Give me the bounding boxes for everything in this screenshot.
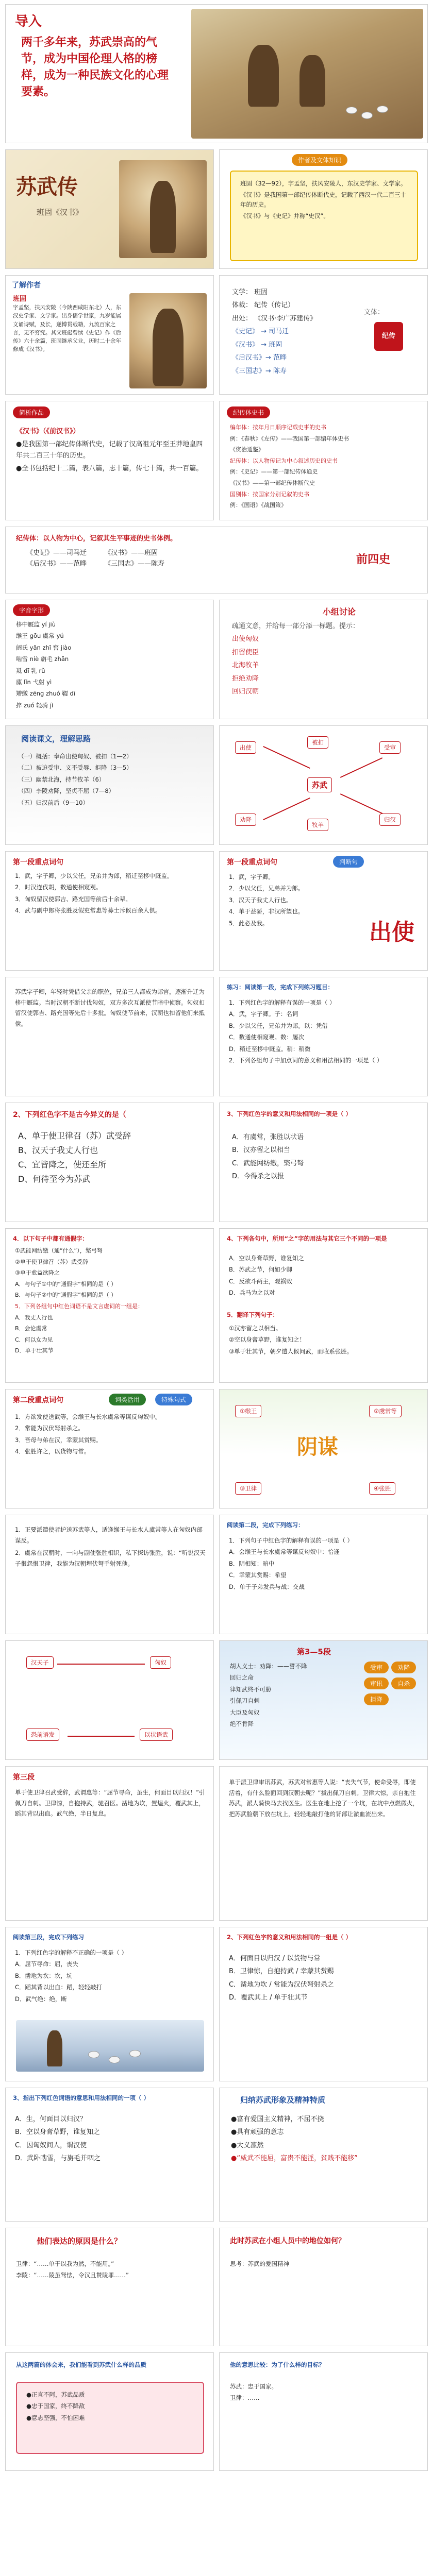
style-seal: 纪传 xyxy=(374,322,403,351)
word-usage-option[interactable]: D．今得杀之以报 xyxy=(232,1173,285,1181)
work-analysis-heading: 简析作品 xyxy=(13,406,50,418)
group-discussion-line: 拒绝劝降 xyxy=(232,674,259,683)
para1-sentences-line: 4．单于益骄，非汉所望也。 xyxy=(229,908,304,916)
tongjia-line: ①武能网纺缴（通“什么”），檠弓弩 xyxy=(15,1247,103,1254)
para3-usage-heading: 2、下列红色字的意义和用法相同的一组是（ ） xyxy=(227,1934,352,1941)
slide-reason xyxy=(5,2228,214,2346)
goal-title: 他的意思比较：为了什么样的目标？ xyxy=(230,2361,325,2368)
image-summary-line: ●大义凛然 xyxy=(231,2141,264,2149)
ancient-modern-list xyxy=(18,1130,204,1188)
slide-para3-usage-b xyxy=(5,2088,214,2222)
structure-map-node: 受审 xyxy=(379,741,401,754)
plot-map-node: ④张胜 xyxy=(369,1482,395,1495)
para1-sentences-line: 5．此必及我。 xyxy=(229,919,269,927)
slide-biography-style xyxy=(5,527,428,594)
plot-map-node: ①缑王 xyxy=(235,1405,261,1417)
structure-map-arrow xyxy=(263,746,310,769)
para3-usage-option[interactable]: C．凿地为坎 / 常能为汉伏弩射杀之 xyxy=(229,1980,334,1989)
history-types-line: 例：《国语》《战国策》 xyxy=(230,502,287,509)
word-usage-option[interactable]: C．武能网纺缴，檠弓弩 xyxy=(232,1159,304,1167)
relations-map-arrow xyxy=(57,1664,145,1665)
pronunciation-list xyxy=(16,620,207,712)
para3-5-heading: 第3—5段 xyxy=(297,1647,331,1656)
translate-line: ①汉亦留之以相当。 xyxy=(229,1325,282,1332)
work-analysis-list xyxy=(16,426,207,477)
slide-pronunciation xyxy=(5,600,214,719)
structure-map-node: 劝降 xyxy=(235,814,256,826)
para1-exercise-list xyxy=(229,998,420,1067)
reason-line: 卫律：“……单于以我为然，不能用。” xyxy=(16,2260,114,2267)
para1-sentences-heading: 第一段重点词句 xyxy=(227,858,277,867)
biography-style-line: 纪传体：以人物为中心，记叙其生平事迹的史书体例。 xyxy=(16,535,177,543)
read-text-heading: 阅读课文，理解思路 xyxy=(21,734,91,743)
style-info-line: 《三国志》→ 陈寿 xyxy=(232,367,287,375)
pronunciation-row: 廪 lǐn 弋射 yì xyxy=(16,678,52,686)
pronunciation-row: 缑王 gōu 虞常 yú xyxy=(16,632,64,640)
para1-sentences-list xyxy=(229,872,358,930)
image-summary-list xyxy=(231,2114,417,2166)
para1-words-line: 2．时汉连伐胡，数通使相窥观。 xyxy=(15,884,102,891)
slide-work-analysis xyxy=(5,401,214,520)
para1-words-line: 1．武，字子卿，少以父任，兄弟并为郎，稍迁至栘中厩监。 xyxy=(15,872,173,879)
word-usage-heading: 3、下列红色字的意义和用法相同的一项是（ ） xyxy=(227,1110,352,1117)
goal-line: 卫律：…… xyxy=(230,2394,260,2402)
structure-map-node: 牧羊 xyxy=(307,819,328,831)
para2-words-line: 1．方欲发使送武等，会缑王与长水虞常等谋反匈奴中。 xyxy=(15,1413,161,1420)
ancient-modern-heading: 2、下列红色字不是古今异义的是（ xyxy=(13,1111,126,1119)
structure-map-node: 归汉 xyxy=(379,814,401,826)
relations-map-node: 恐前语发 xyxy=(26,1728,59,1741)
slide-structure-map xyxy=(219,725,428,845)
para3-snow-image xyxy=(16,2020,204,2072)
pronunciation-row: 羝 dī 乳 rǔ xyxy=(16,667,45,674)
biography-style-item: 《三国志》——陈寿 xyxy=(104,560,165,568)
intro-heading: 导入 xyxy=(15,14,42,29)
slide-para1-sentences xyxy=(219,851,428,971)
para3-5-line: 大臣及匈奴 xyxy=(230,1708,260,1716)
para2-words-line: 4．张胜许之，以货物与常。 xyxy=(15,1448,90,1455)
para3-5-line: 引佩刀自刺 xyxy=(230,1697,260,1705)
slide-para1-exercise xyxy=(219,977,428,1096)
para3-5-tag: 自杀 xyxy=(391,1677,416,1689)
style-info-line: 文学： 班固 xyxy=(232,289,268,296)
style-info-line: 《史记》 → 司马迁 xyxy=(232,328,289,336)
structure-map-arrow xyxy=(263,798,310,820)
status-title: 此时苏武在小组人员中的地位如何？ xyxy=(230,2237,345,2245)
tongjia-line: 5．下列各组句中红色词语不是文言虚词的一组是： xyxy=(15,1302,143,1310)
history-types-line: 国别体：按国家分别记叙的史书 xyxy=(230,490,309,498)
para1-words-list xyxy=(15,871,206,918)
biography-style-item: 《汉书》——班固 xyxy=(104,549,158,557)
para2-words-list xyxy=(15,1412,206,1459)
para3-5-list xyxy=(230,1662,354,1731)
para3-usage-b-option[interactable]: C．因匈奴间人，谓汉使 xyxy=(15,2141,87,2149)
para3-usage-b-list xyxy=(15,2114,206,2166)
ancient-modern-option[interactable]: C、宜皆降之，使还至所 xyxy=(18,1160,107,1170)
quality-line: ●正直不阿，苏武品质 xyxy=(26,2391,85,2398)
zhi-usage-option[interactable]: B．苏武之节，何如少卿 xyxy=(229,1266,292,1274)
read-text-line: （三）幽禁北海，持节牧羊（6） xyxy=(18,775,105,783)
relations-map-node: 以状语武 xyxy=(140,1728,173,1741)
goal-line: 苏武：忠于国家。 xyxy=(230,2383,277,2390)
para2-words-line: 3．吾母与弟在汉，幸蒙其赏赐。 xyxy=(15,1436,102,1444)
slide-plot-map xyxy=(219,1389,428,1509)
para3-exercise-option[interactable]: B．凿地为坎：坎，坑 xyxy=(15,1972,73,1979)
para3-5-tag: 劝降 xyxy=(391,1662,416,1673)
para2-words-line: 2．常能为汉伏弩射杀之。 xyxy=(15,1425,84,1432)
reason-list xyxy=(16,2259,204,2282)
quality-title: 从这两篇的体会来，我们能看到苏武什么样的品质 xyxy=(16,2361,146,2368)
biography-style-footer: 前四史 xyxy=(356,553,391,566)
para2-exercise-line: 1．下列句子中红色字的解释有误的一项是（ ） xyxy=(229,1537,353,1544)
author-overview-label: 作者及文体知识 xyxy=(292,154,347,166)
relations-map-node: 匈奴 xyxy=(150,1656,171,1669)
para3-5-line: 绝不肯降 xyxy=(230,1720,254,1727)
slide-word-usage xyxy=(219,1103,428,1222)
slide-ancient-modern xyxy=(5,1103,214,1222)
history-types-line: 纪传体：以人物传记为中心叙述历史的史书 xyxy=(230,457,338,464)
para2-exercise-list xyxy=(229,1536,420,1594)
para3-translation-body: 单于派卫律审讯苏武，苏武对常惠等人说：“丧失气节，使命受辱，即使活着，有什么脸面回到汉朝去呢？”拔出佩刀自刺。卫律大惊，亲自抱住苏武，派人骑快马去找医生。医生在地上挖了一个坑，在坑中点燃微火，把苏武脸朝下放在坑上，轻轻地敲打他的背部让淤血流出来。 xyxy=(229,1778,419,1818)
quality-line: ●忠于国家，终不降敌 xyxy=(26,2402,85,2410)
translate-line: ③单于壮其节，朝夕遣人候问武，而收系张胜。 xyxy=(229,1347,353,1355)
relations-map-node: 汉天子 xyxy=(26,1656,54,1669)
style-wenti-label: 文体： xyxy=(364,309,385,316)
work-analysis-line: ●是我国第一部纪传体断代史，记载了汉高祖元年至王莽地皇四年共二百三十年的历史。 xyxy=(16,440,203,460)
slide-para2-translation xyxy=(5,1515,214,1634)
para1-sentences-line: 1．武，字子卿。 xyxy=(229,873,274,880)
word-class-button[interactable]: 词类活用 xyxy=(109,1394,146,1405)
para2-exercise-option[interactable]: D．单于子弟发兵与战：交战 xyxy=(229,1583,305,1590)
para3-exercise-line: 1．下列红色字的解释不正确的一项是（ ） xyxy=(15,1949,127,1956)
para3-5-line: 胡人义士：劝降：——誓不降 xyxy=(230,1663,307,1670)
group-discussion-line: 扣留使臣 xyxy=(232,648,259,656)
know-author-name: 班固 xyxy=(13,295,27,303)
read-text-line: （五）归汉前后（9—10） xyxy=(18,799,89,806)
plot-map-node: ②虞常等 xyxy=(369,1405,402,1417)
pronunciation-row: 矰缴 zēng zhuó 鞮 dī xyxy=(16,690,75,698)
group-discussion-title: 小组讨论 xyxy=(323,607,356,617)
structure-map-arrow xyxy=(340,757,382,778)
zhi-usage-list xyxy=(229,1253,420,1300)
status-line: 思考：苏武的爱国精神 xyxy=(230,2260,289,2267)
slide-relations-map xyxy=(5,1640,214,1760)
para3-usage-option[interactable]: A．何面目以归汉 / 以货物与常 xyxy=(229,1955,321,1962)
tongjia-line: B．会论虞常 xyxy=(15,1325,47,1332)
style-info-line: 《后汉书》→ 范晔 xyxy=(232,354,287,362)
slide-para3-translation xyxy=(219,1766,428,1921)
para3-5-tag: 审讯 xyxy=(364,1677,389,1689)
para3-exercise-heading: 阅读第三段，完成下列练习 xyxy=(13,1934,84,1941)
slide-para2-exercise xyxy=(219,1515,428,1634)
word-usage-list xyxy=(232,1132,418,1184)
para2-translation-line: 1．正要派遣使者护送苏武等人，适逢缑王与长水人虞常等人在匈奴内部谋反。 xyxy=(15,1526,203,1544)
para2-exercise-heading: 阅读第二段，完成下列练习： xyxy=(227,1521,304,1529)
structure-map-node: 出使 xyxy=(235,741,256,754)
ancient-modern-option[interactable]: A、单于使卫律召（苏）武受辞 xyxy=(18,1131,131,1141)
plot-map-center: 阴谋 xyxy=(297,1435,338,1459)
para3-5-tag: 受审 xyxy=(364,1662,389,1673)
slide-know-author xyxy=(5,275,214,395)
para1-exercise-line: C．数通使相窥观。数：屡次 xyxy=(229,1033,305,1041)
quality-box xyxy=(16,2382,204,2454)
know-author-text: 字孟坚，扶风安陵（今陕西咸阳东北）人，东汉史学家、文学家。出身儒学世家，九岁能属文诵诗赋，及长，遂博贯载籍，九流百家之言，无不穷究。其父班彪曾续《史记》作《后传》六十余篇，班固继承父业，历时二十余年修成《汉书》。 xyxy=(13,304,121,353)
pronunciation-row: 啮雪 niè 旃毛 zhān xyxy=(16,655,69,663)
group-discussion-line: 北海牧羊 xyxy=(232,662,259,670)
biography-style-item: 《后汉书》——范晔 xyxy=(26,560,87,568)
para3-exercise-option[interactable]: C．蹈其背以出血：蹈，轻轻敲打 xyxy=(15,1984,103,1991)
tongjia-line: C．何以女为见 xyxy=(15,1336,53,1343)
slide-status xyxy=(219,2228,428,2346)
para3-5-tag: 拒降 xyxy=(364,1693,389,1705)
history-types-heading: 纪传体史书 xyxy=(227,406,270,418)
pronunciation-heading: 字音字形 xyxy=(13,604,50,616)
para1-exercise-line: D．稍迁至栘中厩监。稍：稍微 xyxy=(229,1045,311,1053)
para3-5-tags xyxy=(364,1662,421,1709)
ancient-modern-option[interactable]: B、汉天子我丈人行也 xyxy=(18,1145,98,1155)
tongjia-line: A．与句子①中的“通假字”相同的是（ ） xyxy=(15,1280,117,1287)
para1-exercise-line: B．少以父任，兄弟并为郎。以：凭借 xyxy=(229,1022,328,1029)
para1-translation-text: 苏武字子卿，年轻时凭借父亲的职位，兄弟三人都成为郎官，逐渐升迁为栘中厩监。当时汉朝不断讨伐匈奴，双方多次互派使节暗中侦察。匈奴扣留汉使郭吉、路充国等先后十多批。匈奴使节前来，汉朝也扣留他们来抵偿。 xyxy=(15,988,205,1028)
slide-para3-text xyxy=(5,1766,214,1921)
para3-usage-b-heading: 3、指出下列红色词语的意思和用法相同的一项（ ） xyxy=(13,2094,150,2102)
para3-usage-b-option[interactable]: D．武卧啮雪，与旃毛并咽之 xyxy=(15,2155,101,2163)
plot-map-node: ③卫律 xyxy=(235,1482,261,1495)
read-text-line: （四）李陵劝降，坚贞不屈（7—8） xyxy=(18,787,115,795)
para3-usage-option[interactable]: B．卫律惊，自抱持武 / 幸蒙其赏赐 xyxy=(229,1968,334,1976)
image-summary-title: 归纳苏武形象及精神特质 xyxy=(240,2095,326,2105)
style-info-line: 《汉书》 → 班固 xyxy=(232,341,282,349)
para2-exercise-option[interactable]: C．幸蒙其赏赐：希望 xyxy=(229,1571,287,1579)
reason-line: 李陵：“……陵虽驽怯，令汉且贳陵罪……” xyxy=(16,2272,129,2279)
translate-heading: 5．翻译下列句子： xyxy=(227,1311,279,1318)
slide-style-info xyxy=(219,275,428,395)
ancient-modern-option[interactable]: D、何待至今为苏武 xyxy=(18,1174,91,1184)
zhi-usage-option[interactable]: D．兵马为之以对 xyxy=(229,1289,275,1297)
para1-words-line: 3．匈奴留汉使郭吉、路充国等前后十余辈。 xyxy=(15,895,131,903)
word-usage-option[interactable]: B．汉亦留之以相当 xyxy=(232,1146,290,1155)
para3-5-line: 回归之命 xyxy=(230,1674,254,1682)
slide-read-text xyxy=(5,725,214,845)
history-types-list xyxy=(230,423,421,512)
style-info-line: 出处： 《汉书·李广苏建传》 xyxy=(232,314,317,323)
para3-5-line: 律知武终不可胁 xyxy=(230,1685,272,1693)
tongjia-line: D．单于壮其节 xyxy=(15,1347,54,1354)
style-info-line: 体裁： 纪传（传记） xyxy=(232,301,295,310)
intro-text: 两千多年来，苏武崇高的气节，成为中国伦理人格的榜样，成为一种民族文化的心理要素。 xyxy=(21,36,169,98)
image-summary-line: ●富有爱国主义精神，不屈不挠 xyxy=(231,2115,324,2123)
slide-image-summary xyxy=(219,2088,428,2222)
author-overview-line: 班固（32—92），字孟坚，扶风安陵人，东汉史学家、文学家。 xyxy=(240,180,407,187)
translate-line: ②空以身膏草野，谁复知之！ xyxy=(229,1336,306,1344)
know-author-heading: 了解作者 xyxy=(12,281,41,290)
history-types-line: 编年体：按年月日顺序记载史事的史书 xyxy=(230,424,326,431)
para3-text-body: 单于使卫律召武受辞，武谓惠等：“屈节辱命，虽生，何面目以归汉！”引佩刀自刺。卫律惊，自抱持武，驰召医。凿地为坎，置煴火，覆武其上，蹈其背以出血。武气绝，半日复息。 xyxy=(15,1789,205,1818)
slide-history-types xyxy=(219,401,428,520)
title-text: 苏武传 xyxy=(16,175,78,199)
translate-list xyxy=(229,1324,420,1358)
relations-map-arrow xyxy=(68,1736,135,1737)
work-analysis-line: ●全书包括纪十二篇，表八篇，志十篇，传七十篇，共一百篇。 xyxy=(16,465,203,473)
para2-translation-line: 2．虞常在汉朝时，一向与副使张胜相识，私下探访张胜，说：“听说汉天子很怨恨卫律，我能为汉朝埋伏弩手射死他。 xyxy=(15,1549,206,1568)
group-discussion-line: 疏通文意，并给每一部分添一标题。提示： xyxy=(232,622,360,630)
read-text-list xyxy=(18,752,204,809)
style-info-list xyxy=(232,287,351,379)
para1-words-line: 4．武与副中郎将张胜及假吏常惠等募士斥候百余人俱。 xyxy=(15,907,161,914)
reason-title: 他们表达的原因是什么？ xyxy=(37,2236,122,2246)
structure-map-node: 被扣 xyxy=(307,736,328,749)
zhi-usage-option[interactable]: C．反欲斗两主，观祸败 xyxy=(229,1277,293,1285)
judgement-sentence-button[interactable]: 判断句 xyxy=(333,856,364,868)
pronunciation-row: 栘中厩监 yí jiù xyxy=(16,621,56,628)
para3-text-heading: 第三段 xyxy=(13,1773,35,1782)
para2-exercise-option[interactable]: B．阴相知：暗中 xyxy=(229,1560,275,1567)
title-figure-image xyxy=(119,160,207,258)
slide-quality xyxy=(5,2352,214,2471)
tongjia-line: B．与句子②中的“通假字”相同的是（ ） xyxy=(15,1292,117,1299)
tongjia-list xyxy=(15,1246,206,1358)
slide-para1-translation xyxy=(5,977,214,1096)
history-types-line: 例：《史记》——第一部纪传体通史 xyxy=(230,468,318,476)
para1-words-heading: 第一段重点词句 xyxy=(13,858,63,867)
title-subtitle: 班固《汉书》 xyxy=(37,208,84,217)
para1-exercise-line: A．武，字子卿。子：名词 xyxy=(229,1010,298,1018)
slide-tongjia xyxy=(5,1228,214,1383)
history-types-line: 例：《春秋》《左传》——我国第一部编年体史书 xyxy=(230,435,349,442)
work-analysis-line: 《汉书》（《前汉书》） xyxy=(16,428,80,435)
slide-para3-5 xyxy=(219,1640,428,1760)
para2-translation-list xyxy=(15,1524,206,1571)
group-discussion-list xyxy=(232,621,418,700)
structure-map-center: 苏武 xyxy=(307,777,332,792)
structure-map-arrow xyxy=(340,793,382,814)
tongjia-line: A．我丈人行也 xyxy=(15,1314,53,1321)
para3-exercise-option[interactable]: D．武气绝：绝，断 xyxy=(15,1995,67,2003)
slide-para3-exercise xyxy=(5,1927,214,2081)
author-overview-line: 《汉书》与《史记》并称“史汉”。 xyxy=(240,212,329,220)
para3-usage-option[interactable]: D．覆武其上 / 单于壮其节 xyxy=(229,1994,308,2002)
zhi-usage-heading: 4、下列各句中，所用“之”字的用法与其它三个不同的一项是 xyxy=(227,1235,387,1242)
slide-title xyxy=(5,149,214,269)
slide-zhi-usage xyxy=(219,1228,428,1383)
para2-words-heading: 第二段重点词句 xyxy=(13,1396,63,1404)
biography-style-item: 《史记》——司马迁 xyxy=(26,549,87,557)
para1-exercise-heading: 练习：阅读第一段，完成下列练习题目： xyxy=(227,984,334,991)
intro-painting-image xyxy=(191,9,423,139)
slide-para2-words xyxy=(5,1389,214,1509)
group-discussion-line: 回归汉朝 xyxy=(232,688,259,696)
image-summary-line: ●“威武不能屈，富贵不能淫，贫贱不能移” xyxy=(231,2155,358,2163)
read-text-line: （二）被迫受审、义不受辱、拒降（3—5） xyxy=(18,764,132,772)
slide-para1-words xyxy=(5,851,214,971)
author-portrait-image xyxy=(129,293,207,388)
slide-para3-usage xyxy=(219,1927,428,2081)
para1-exercise-line: 2．下列各组句子中加点词的意义和用法相同的一项是（ ） xyxy=(229,1056,383,1064)
quality-line: ●意志坚强，不怕困难 xyxy=(26,2414,85,2421)
history-types-line: 《汉书》——第一部纪传体断代史 xyxy=(230,479,315,486)
slide-author-overview xyxy=(219,149,428,269)
goal-list xyxy=(230,2382,418,2405)
para3-usage-b-option[interactable]: A．生，何面目以归汉？ xyxy=(15,2115,87,2123)
special-sentence-button[interactable]: 特殊句式 xyxy=(155,1394,192,1405)
pronunciation-row: 阏氏 yān zhī 窖 jiào xyxy=(16,643,72,651)
para1-sentences-line: 2．少以父任，兄弟并为郎。 xyxy=(229,885,304,892)
word-usage-option[interactable]: A．有虞常，张胜以状语 xyxy=(232,1133,304,1141)
slide-intro xyxy=(5,4,428,143)
pronunciation-row: 捽 zuó 轻骑 jì xyxy=(16,701,54,709)
para3-exercise-list xyxy=(15,1948,206,2006)
biography-style-items xyxy=(26,548,336,570)
status-list xyxy=(230,2259,418,2270)
image-summary-line: ●具有顽强的意志 xyxy=(231,2128,284,2137)
tongjia-line: ③单于愈益欲降之 xyxy=(15,1269,60,1277)
para3-usage-b-option[interactable]: B．空以身膏草野，谁复知之 xyxy=(15,2128,100,2137)
slide-goal xyxy=(219,2352,428,2471)
history-types-line: 《资治通鉴》 xyxy=(230,446,264,453)
para3-exercise-option[interactable]: A．屈节辱命：屈，丧失 xyxy=(15,1960,78,1968)
author-overview-box xyxy=(230,171,418,261)
para1-sentences-line: 3．汉天子我丈人行也。 xyxy=(229,896,292,904)
author-overview-line: 《汉书》是我国第一部纪传体断代史，记载了西汉一代二百三十年的历史。 xyxy=(240,191,406,208)
group-discussion-line: 出使匈奴 xyxy=(232,635,259,643)
zhi-usage-option[interactable]: A．空以身膏草野，谁复知之 xyxy=(229,1255,304,1262)
para3-usage-list xyxy=(229,1953,420,2006)
slide-group-discussion xyxy=(219,600,428,719)
read-text-line: （一）概括：奉命出使匈奴、被扣（1—2） xyxy=(18,753,132,760)
para2-exercise-option[interactable]: A．会缑王与长水虞常等谋反匈奴中：恰逢 xyxy=(229,1548,340,1556)
para1-stamp: 出使 xyxy=(369,919,414,945)
tongjia-heading: 4．以下句子中都有通假字： xyxy=(13,1235,89,1242)
para1-exercise-line: 1．下列红色字的解释有误的一项是（ ） xyxy=(229,999,336,1006)
tongjia-line: ②单于使卫律召（苏）武受辞 xyxy=(15,1258,88,1265)
